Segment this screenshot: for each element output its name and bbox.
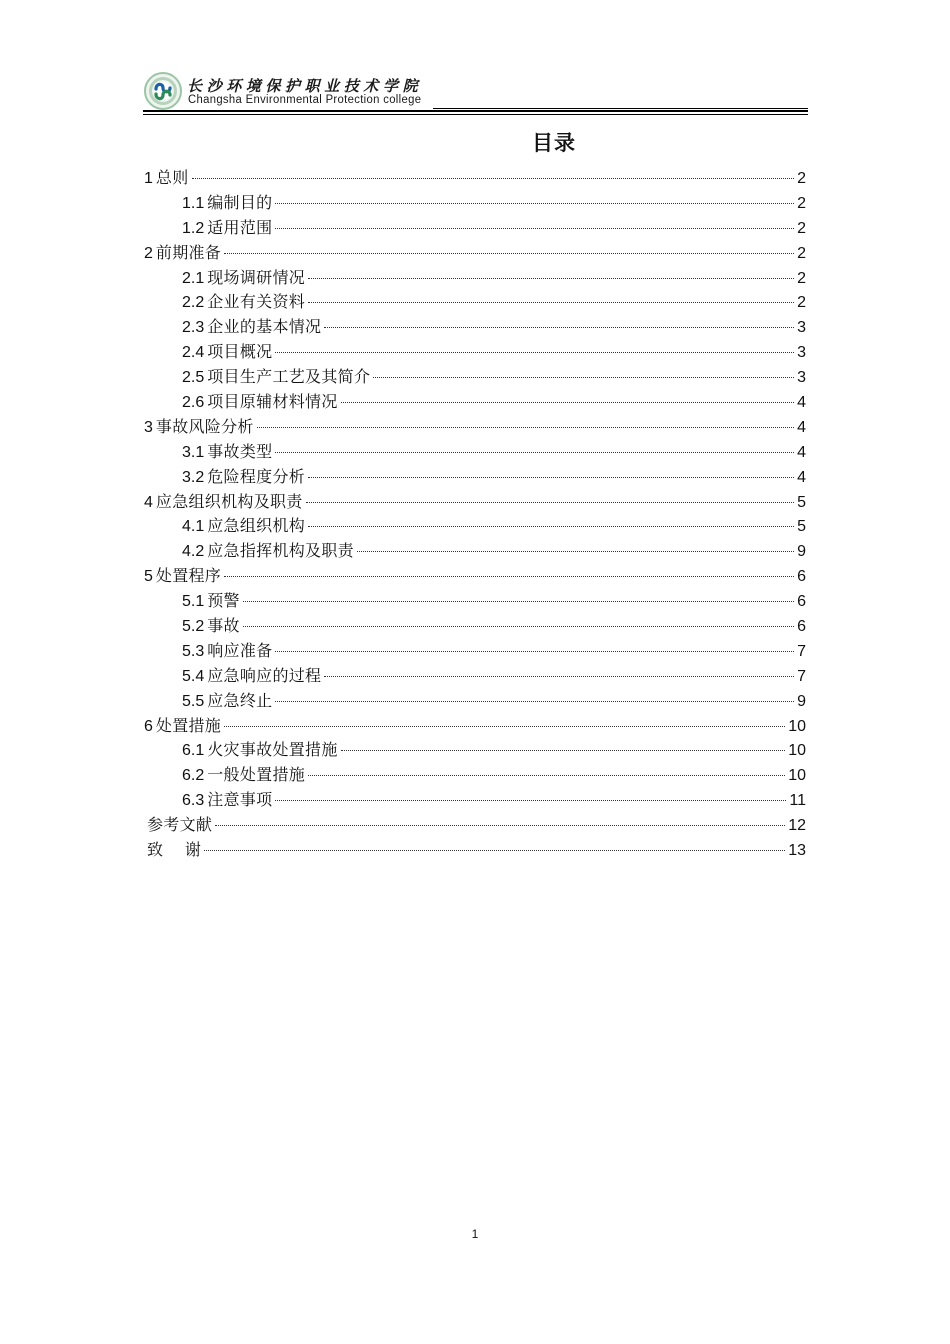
toc-entry-number: 2.2	[182, 294, 205, 312]
toc-entry-number: 6	[144, 717, 153, 735]
toc-title: 目录	[532, 131, 576, 155]
toc-entry[interactable]	[144, 664, 806, 689]
toc-entry-label: 参考文献	[147, 815, 213, 835]
page-number: 1	[471, 1227, 479, 1241]
toc-dot-leader	[275, 699, 794, 702]
toc-entry[interactable]	[144, 465, 806, 490]
toc-dot-leader	[324, 325, 794, 328]
toc-entry-page: 7	[797, 642, 806, 660]
toc-entry-number: 2.3	[182, 319, 205, 337]
toc-entry[interactable]	[144, 714, 806, 739]
toc-entry-label: 项目生产工艺及其简介	[207, 367, 371, 387]
toc-entry-label: 前期准备	[155, 242, 222, 262]
toc-entry-number: 5	[144, 568, 153, 586]
toc-dot-leader	[224, 724, 785, 727]
toc-entry[interactable]	[144, 738, 806, 763]
toc-entry-label: 火灾事故处置措施	[207, 740, 338, 760]
toc-entry-label: 致 谢	[147, 840, 202, 860]
table-of-contents	[144, 166, 806, 863]
toc-entry[interactable]	[144, 390, 806, 415]
toc-entry-number: 2.6	[182, 394, 205, 412]
toc-entry[interactable]	[144, 614, 806, 639]
toc-entry[interactable]	[144, 539, 806, 564]
toc-entry-label: 注意事项	[207, 790, 273, 810]
toc-entry-label: 应急指挥机构及职责	[207, 541, 354, 561]
toc-entry-page: 9	[797, 692, 806, 710]
toc-entry-number: 3.2	[182, 468, 205, 486]
toc-entry-page: 2	[797, 269, 806, 287]
toc-entry[interactable]	[144, 216, 806, 241]
toc-entry-page: 6	[797, 593, 806, 611]
toc-entry-page: 6	[797, 568, 806, 586]
toc-entry-number: 2.1	[182, 269, 205, 287]
toc-entry-label: 应急组织机构	[207, 516, 306, 536]
toc-dot-leader	[308, 475, 794, 478]
toc-dot-leader	[275, 201, 794, 204]
toc-entry-number: 6.2	[182, 767, 205, 785]
toc-entry-number: 1.1	[182, 194, 205, 212]
toc-dot-leader	[373, 375, 794, 378]
toc-entry-page: 2	[797, 170, 806, 187]
toc-entry[interactable]	[144, 813, 806, 838]
toc-entry-label: 适用范围	[207, 217, 273, 237]
toc-dot-leader	[308, 524, 794, 527]
toc-entry-page: 11	[789, 792, 806, 810]
toc-entry-number: 5.2	[182, 618, 205, 636]
toc-dot-leader	[243, 599, 794, 602]
toc-entry-number: 1.2	[182, 219, 205, 237]
toc-entry-number: 4	[144, 493, 153, 511]
toc-entry-label: 现场调研情况	[207, 267, 306, 287]
toc-entry-label: 企业的基本情况	[207, 317, 322, 337]
toc-entry[interactable]	[144, 788, 806, 813]
toc-entry-label: 企业有关资料	[207, 292, 306, 312]
toc-dot-leader	[308, 300, 794, 303]
toc-entry-page: 2	[797, 244, 806, 262]
toc-entry-page: 10	[788, 717, 806, 735]
toc-entry-label: 应急响应的过程	[207, 665, 322, 685]
toc-entry[interactable]	[144, 490, 806, 515]
header-rule-thick	[143, 110, 808, 112]
toc-entry-number: 4.2	[182, 543, 205, 561]
toc-entry-label: 应急终止	[207, 690, 273, 710]
toc-entry[interactable]	[144, 191, 806, 216]
toc-entry-label: 事故风险分析	[155, 416, 254, 436]
toc-entry-label: 事故	[207, 616, 240, 636]
toc-entry-number: 2.4	[182, 344, 205, 362]
toc-entry-label: 处置措施	[155, 715, 222, 735]
toc-entry-page: 2	[797, 219, 806, 237]
toc-entry-number: 2.5	[182, 369, 205, 387]
toc-entry-page: 5	[797, 493, 806, 511]
toc-entry[interactable]	[144, 166, 806, 191]
toc-entry-number: 4.1	[182, 518, 205, 536]
toc-entry-page: 10	[788, 767, 806, 785]
school-name-en: Changsha Environmental Protection college	[188, 94, 422, 106]
toc-entry-page: 5	[797, 518, 806, 536]
toc-entry[interactable]	[144, 315, 806, 340]
toc-dot-leader	[357, 549, 794, 552]
school-name-cn: 长沙环境保护职业技术学院	[187, 77, 423, 95]
toc-entry[interactable]	[144, 290, 806, 315]
toc-entry[interactable]	[144, 365, 806, 390]
toc-dot-leader	[275, 450, 794, 453]
toc-dot-leader	[306, 500, 794, 503]
toc-dot-leader	[324, 674, 794, 677]
toc-entry-page: 10	[788, 742, 806, 760]
toc-entry-page: 7	[797, 667, 806, 685]
toc-entry-page: 3	[797, 319, 806, 337]
toc-dot-leader	[341, 748, 786, 751]
toc-entry[interactable]	[144, 415, 806, 440]
toc-entry-number: 1	[144, 170, 153, 187]
toc-entry-label: 项目概况	[207, 342, 273, 362]
toc-entry-number: 3	[144, 418, 153, 436]
toc-dot-leader	[192, 176, 795, 179]
toc-entry-page: 6	[797, 618, 806, 636]
toc-entry[interactable]	[144, 241, 806, 266]
toc-entry-page: 12	[788, 817, 806, 835]
toc-entry-page: 2	[797, 194, 806, 212]
toc-entry-number: 5.5	[182, 692, 205, 710]
toc-entry[interactable]	[144, 564, 806, 589]
toc-entry-label: 处置程序	[155, 566, 222, 586]
toc-entry-page: 4	[797, 394, 806, 412]
toc-entry[interactable]	[144, 639, 806, 664]
toc-entry-number: 2	[144, 244, 153, 262]
toc-entry-label: 项目原辅材料情况	[207, 392, 338, 412]
toc-entry-page: 2	[797, 294, 806, 312]
toc-entry-label: 一般处置措施	[207, 765, 306, 785]
toc-dot-leader	[243, 624, 794, 627]
toc-dot-leader	[341, 400, 794, 403]
toc-entry-label: 事故类型	[207, 441, 273, 461]
toc-entry-number: 5.4	[182, 667, 205, 685]
toc-dot-leader	[275, 226, 794, 229]
toc-dot-leader	[224, 574, 794, 577]
toc-entry-label: 预警	[207, 591, 240, 611]
toc-entry[interactable]	[144, 440, 806, 465]
toc-entry-label: 总则	[155, 168, 189, 187]
toc-dot-leader	[275, 649, 794, 652]
toc-entry-label: 响应准备	[207, 640, 273, 660]
toc-entry-number: 5.3	[182, 642, 205, 660]
toc-entry-page: 9	[797, 543, 806, 561]
toc-entry-page: 4	[797, 443, 806, 461]
toc-dot-leader	[275, 350, 794, 353]
toc-entry-page: 4	[797, 468, 806, 486]
toc-entry-label: 危险程度分析	[207, 466, 306, 486]
toc-entry-number: 5.1	[182, 593, 205, 611]
toc-dot-leader	[215, 823, 785, 826]
toc-entry-number: 3.1	[182, 443, 205, 461]
toc-dot-leader	[308, 276, 794, 279]
toc-entry-page: 3	[797, 369, 806, 387]
toc-entry-number: 6.1	[182, 742, 205, 760]
toc-entry-page: 4	[797, 418, 806, 436]
toc-dot-leader	[204, 848, 785, 851]
toc-entry[interactable]	[144, 514, 806, 539]
toc-dot-leader	[224, 251, 794, 254]
toc-entry-label: 应急组织机构及职责	[155, 491, 303, 511]
toc-dot-leader	[308, 773, 785, 776]
header-rule-upper	[433, 108, 808, 109]
toc-entry[interactable]	[144, 589, 806, 614]
toc-entry[interactable]	[144, 266, 806, 291]
page-header	[143, 70, 808, 122]
toc-dot-leader	[257, 425, 794, 428]
toc-entry[interactable]	[144, 689, 806, 714]
toc-entry-page: 13	[788, 842, 806, 860]
toc-entry-page: 3	[797, 344, 806, 362]
toc-entry-label: 编制目的	[207, 192, 273, 212]
header-rule-lower	[143, 114, 808, 115]
school-emblem-icon	[144, 72, 182, 110]
toc-dot-leader	[275, 798, 786, 801]
toc-entry[interactable]	[144, 838, 806, 863]
toc-entry[interactable]	[144, 340, 806, 365]
toc-entry[interactable]	[144, 763, 806, 788]
toc-entry-number: 6.3	[182, 792, 205, 810]
